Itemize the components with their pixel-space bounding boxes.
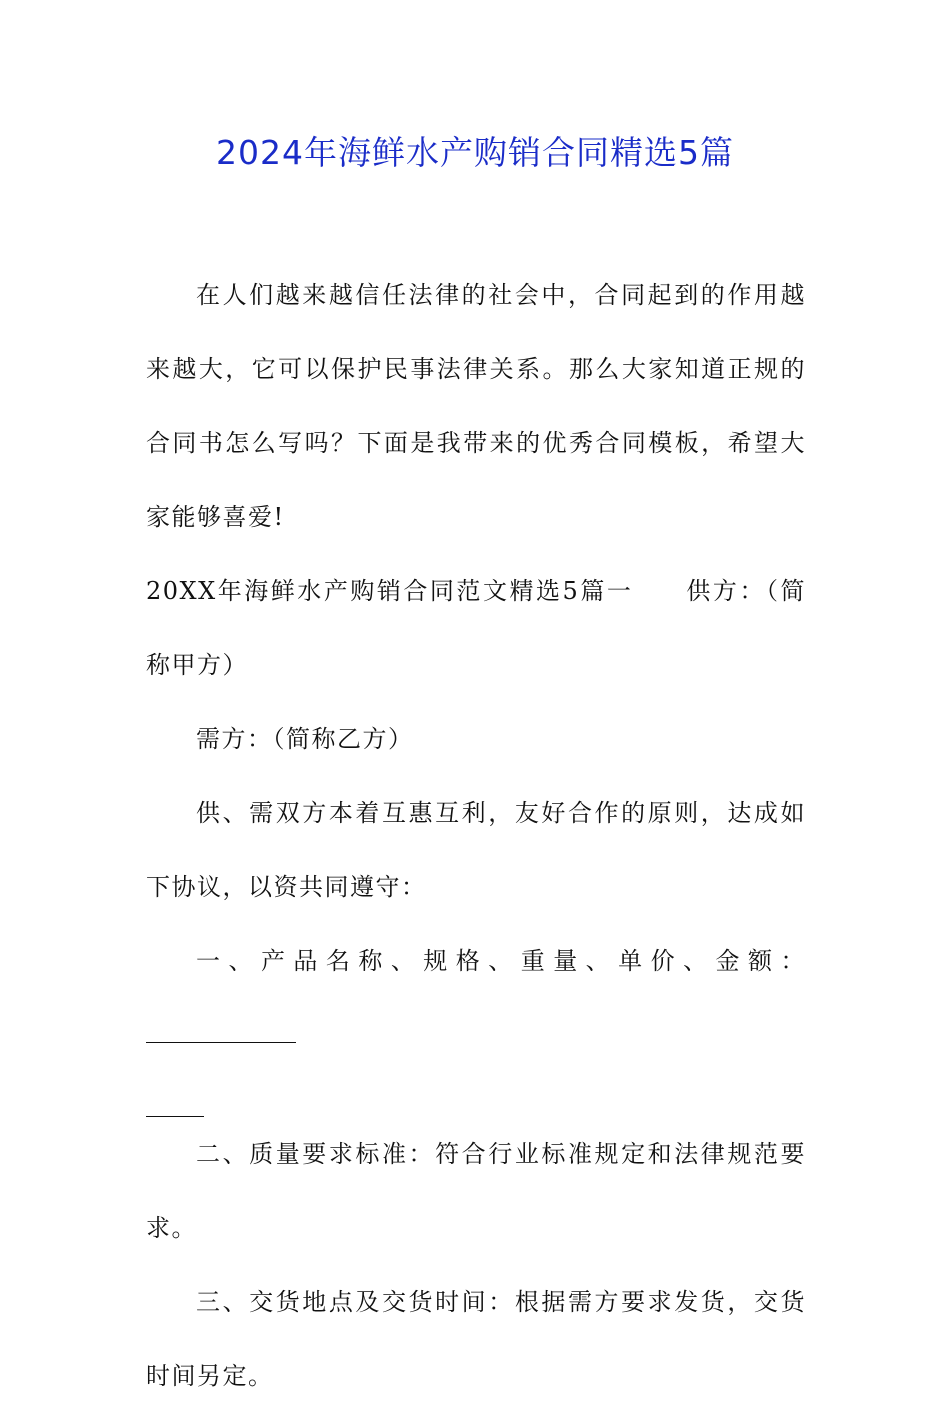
agreement-paragraph: 供、需双方本着互惠互利，友好合作的原则，达成如下协议，以资共同遵守： <box>146 799 806 901</box>
fill-in-blank-line <box>146 1024 296 1043</box>
item3-paragraph: 三、交货地点及交货时间：根据需方要求发货，交货时间另定。 <box>146 1288 806 1390</box>
intro-paragraph: 在人们越来越信任法律的社会中，合同起到的作用越来越大，它可以保护民事法律关系。那么大家知道正规的合同书怎么写吗？下面是我带来的优秀合同模板，希望大家能够喜爱! <box>146 281 806 531</box>
document-body <box>146 258 806 1413</box>
item1-paragraph <box>146 924 806 1117</box>
document-title: 2024年海鲜水产购销合同精选5篇 <box>216 133 734 172</box>
buyer-paragraph: 需方：（简称乙方） <box>196 725 414 753</box>
fill-in-blank-line-continued <box>146 1072 204 1117</box>
supplier-heading-paragraph: 20XX年海鲜水产购销合同范文精选5篇一 供方：（简称甲方） <box>146 577 806 679</box>
item2-paragraph: 二、质量要求标准：符合行业标准规定和法律规范要求。 <box>146 1140 806 1242</box>
item1-text: 一、产品名称、规格、重量、单价、金额： <box>196 947 806 975</box>
